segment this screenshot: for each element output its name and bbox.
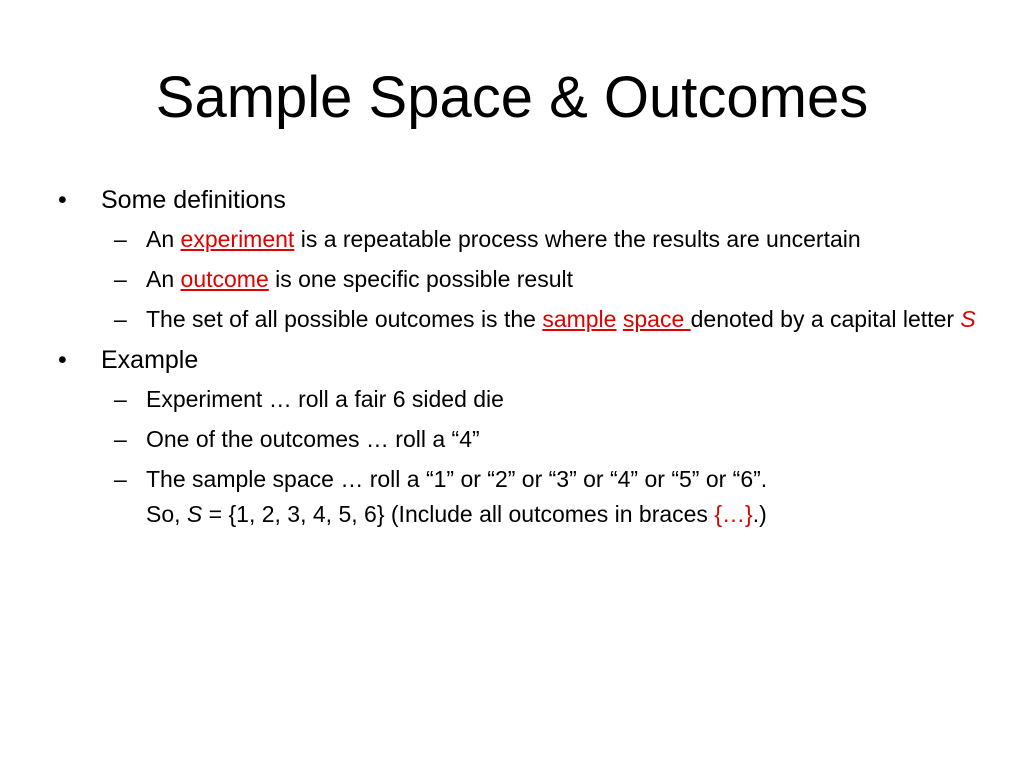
sub-item-experiment: [58, 222, 978, 257]
set-text: {1, 2, 3, 4, 5, 6} (Include all outcomes in braces: [228, 501, 715, 527]
sub-item-suffix: is a repeatable process where the results are uncertain: [294, 226, 861, 252]
sub-item-sample-space-example: [58, 462, 978, 532]
bullet-icon: •: [58, 346, 67, 374]
dash-icon: –: [114, 386, 127, 412]
equals-sign: =: [202, 501, 229, 527]
bullet-some-definitions: [58, 182, 978, 218]
dash-icon: –: [114, 266, 127, 292]
bullet-icon: •: [58, 186, 67, 214]
braces-symbol: {…}: [714, 501, 753, 527]
sub-item-outcome: [58, 262, 978, 297]
slide-title: Sample Space & Outcomes: [155, 65, 869, 130]
sub-item-so: So,: [146, 501, 187, 527]
term-outcome: outcome: [180, 266, 269, 292]
dash-icon: –: [114, 306, 127, 332]
dash-icon: –: [114, 466, 127, 492]
term-space: space: [622, 306, 691, 332]
sub-item-suffix: is one specific possible result: [268, 266, 574, 292]
sub-item-prefix: An: [146, 226, 181, 252]
symbol-s: S: [960, 306, 976, 332]
sub-item-end: .): [752, 501, 767, 527]
bullet-example: [58, 342, 978, 378]
sub-item-text: One of the outcomes … roll a “4”: [146, 426, 480, 452]
sub-item-text: Experiment … roll a fair 6 sided die: [146, 386, 504, 412]
sub-item-prefix: The set of all possible outcomes is the: [146, 306, 543, 332]
sub-item-line1: The sample space … roll a “1” or “2” or “3” or “4” or “5” or “6”.: [146, 466, 768, 492]
sub-item-experiment-example: [58, 382, 978, 417]
symbol-s: S: [186, 501, 203, 527]
sub-item-prefix: An: [146, 266, 181, 292]
bullet-text: Example: [101, 346, 199, 374]
sub-item-suffix: denoted by a capital letter: [690, 306, 961, 332]
term-sample: sample: [542, 306, 617, 332]
bullet-text: Some definitions: [101, 186, 286, 214]
sub-item-outcome-example: [58, 422, 978, 457]
dash-icon: –: [114, 226, 127, 252]
sub-item-sample-space: [58, 302, 978, 337]
term-experiment: experiment: [180, 226, 295, 252]
dash-icon: –: [114, 426, 127, 452]
slide-content: [58, 182, 978, 537]
